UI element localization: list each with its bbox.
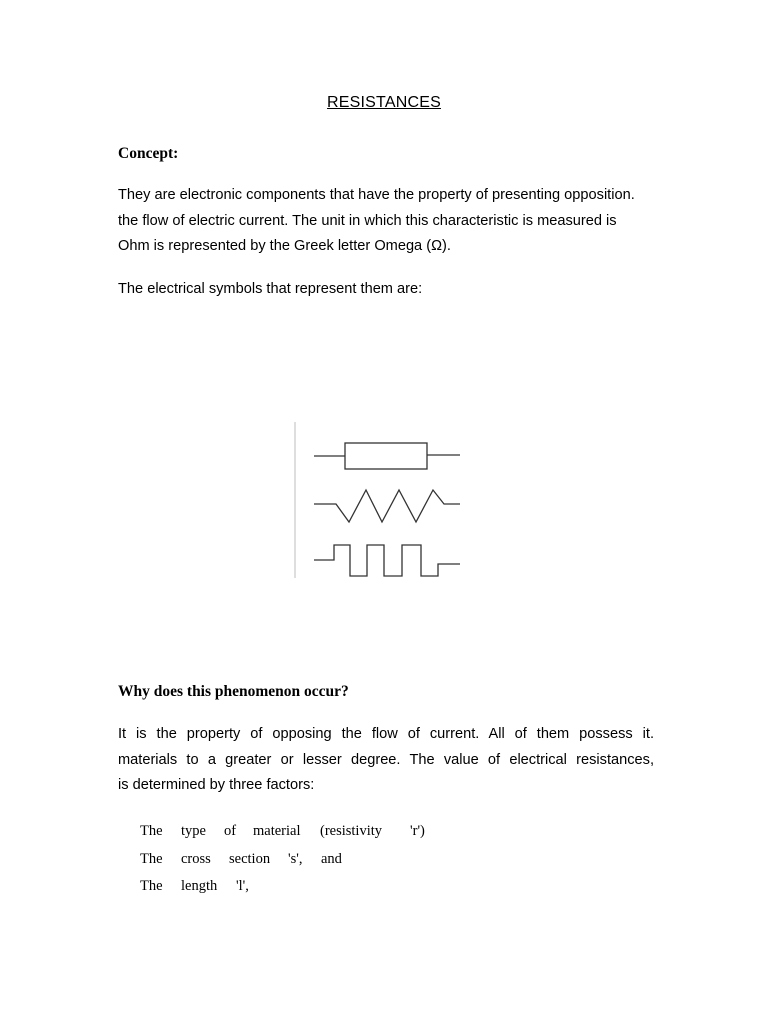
- factor-word: The: [140, 823, 163, 840]
- resistor-square-wave-symbol: [314, 545, 460, 576]
- symbols-intro: [118, 277, 654, 303]
- factor-word: cross: [181, 850, 211, 867]
- concept-line-1: They are electronic components that have the property of presenting opposition.: [118, 187, 635, 203]
- factor-word: length: [181, 878, 218, 895]
- concept-line-2: the flow of electric current. The unit in which this characteristic is measured is: [118, 212, 617, 229]
- factor-item-cross-section: [140, 846, 425, 874]
- concept-paragraph: [118, 183, 654, 260]
- resistor-zigzag-symbol: [314, 490, 460, 522]
- factor-word: 'l',: [236, 878, 249, 895]
- phenomenon-line-3: is determined by three factors:: [118, 777, 315, 793]
- concept-heading: Concept:: [118, 145, 179, 162]
- factor-item-length: [140, 873, 425, 901]
- phenomenon-heading: Why does this phenomenon occur?: [118, 683, 349, 700]
- phenomenon-line-2: materials to a greater or lesser degree. The value of electrical resistances,: [118, 751, 654, 768]
- document-title: RESISTANCES: [327, 94, 441, 111]
- factor-word: section: [229, 850, 271, 867]
- symbols-intro-text: The electrical symbols that represent them are:: [118, 281, 423, 297]
- factor-word: of: [224, 823, 237, 840]
- factor-word: and: [321, 850, 342, 867]
- factor-word: The: [140, 850, 163, 867]
- factor-word: 's',: [288, 850, 303, 867]
- factor-item-material: [140, 818, 425, 846]
- concept-line-3: Ohm is represented by the Greek letter Omega (Ω).: [118, 238, 451, 254]
- factor-word: type: [181, 823, 206, 840]
- resistor-box-symbol: [314, 443, 460, 469]
- factors-list: [140, 818, 425, 901]
- factor-word: (resistivity: [320, 823, 383, 840]
- factor-word: The: [140, 878, 163, 895]
- phenomenon-paragraph: [118, 722, 654, 799]
- resistor-symbols-figure: [290, 418, 470, 586]
- factor-word: 'r'): [410, 823, 425, 840]
- phenomenon-line-1: It is the property of opposing the flow of current. All of them possess it.: [118, 726, 654, 742]
- factor-word: material: [253, 823, 301, 840]
